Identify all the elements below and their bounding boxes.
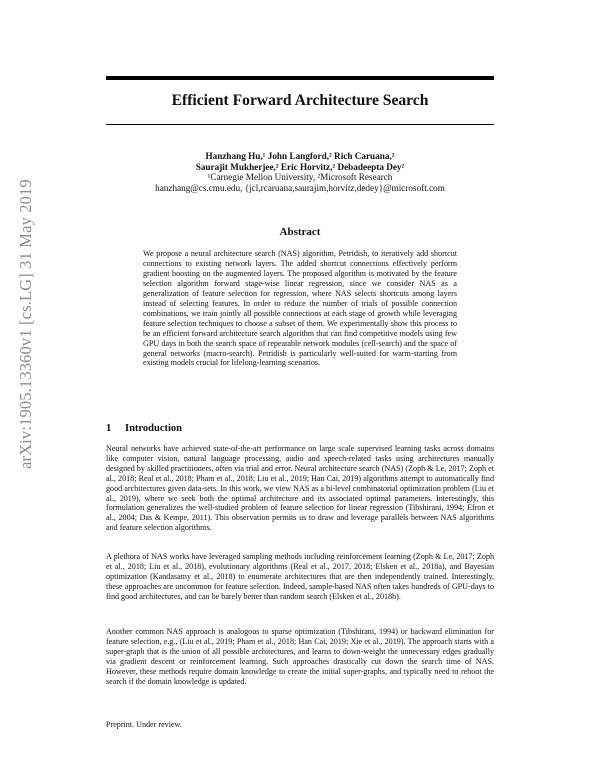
footer-note: Preprint. Under review. (106, 720, 182, 729)
section-title: Introduction (125, 423, 182, 434)
intro-paragraph-3: Another common NAS approach is analogous to sparse optimization (Tibshirani, 1994) or backward elimination for feature selection, e.g., (Liu et al., 2019; Pham et al., 2018; Han Cai, 2019; Xie et al., 2019). The approach starts with a super-graph that is the union of all possible architectures, and learns to down-weight the unnecessary edges gradually via gradient descent or reinforcement learning. Such approaches drastically cut down the search time of NAS. However, these methods require domain knowledge to create the initial super-graphs, and typically need to reboot the search if the domain knowledge is updated. (106, 627, 494, 686)
title-bottom-rule (106, 124, 494, 125)
affiliations: ¹Carnegie Mellon University, ²Microsoft Research (207, 172, 393, 182)
section-number: 1 (106, 423, 112, 434)
title-top-rule (106, 76, 494, 80)
abstract-text: We propose a neural architecture search (NAS) algorithm, Petridish, to iteratively add shortcut connections to existing network layers. The added shortcut connections effectively perform gradient boosting on the augmented layers. The proposed algorithm is motivated by the feature selection algorithm forward stage-wise linear regression, since we consider NAS as a generalization of feature selection for regression, where NAS selects shortcuts among layers instead of selecting features. In order to reduce the number of trials of possible connection combinations, we train jointly all possible connections at each stage of growth while leveraging feature selection techniques to choose a subset of them. We experimentally show this process to be an efficient forward architecture search algorithm that can find competitive models using few GPU days in both the search space of repeatable network modules (cell-search) and the space of general networks (macro-search). Petridish is particularly well-suited for warm-starting from existing models crucial for lifelong-learning scenarios. (143, 249, 457, 368)
intro-paragraph-2: A plethora of NAS works have leveraged sampling methods including reinforcement learning (Zoph & Le, 2017; Zoph et al., 2018; Liu et al., 2018), evolutionary algorithms (Real et al., 2017, 2018; Elsken et al., 2018a), and Bayesian optimization (Kandasamy et al., 2018) to enumerate architectures that are then independently trained. Interestingly, these approaches are uncommon for feature selection. Indeed, sample-based NAS often takes hundreds of GPU-days to find good architectures, and can be barely better than random search (Elsken et al., 2018b). (106, 552, 494, 601)
author-block (106, 151, 494, 193)
author-emails: hanzhang@cs.cmu.edu, {jcl,rcaruana,saurajim,horvitz,dedey}@microsoft.com (155, 182, 445, 193)
intro-paragraph-1: Neural networks have achieved state-of-the-art performance on large scale supervised learning tasks across domains like computer vision, natural language processing, audio and speech-related tasks using architectures manually designed by skilled practitioners, often via trial and error. Neural architecture search (NAS) (Zoph & Le, 2017; Zoph et al., 2018; Real et al., 2018; Pham et al., 2018; Liu et al., 2019; Han Cai, 2019) algorithms attempt to automatically find good architectures given data-sets. In this work, we view NAS as a bi-level combinatorial optimization problem (Liu et al., 2019), where we seek both the optimal architecture and its associated optimal parameters. Interestingly, this formulation generalizes the well-studied problem of feature selection for linear regression (Tibshirani, 1994; Efron et al., 2004; Das & Kempe, 2011). This observation permits us to draw and leverage parallels between NAS algorithms and feature selection algorithms. (106, 444, 494, 533)
authors-line-2: Saurajit Mukherjee,² Eric Horvitz,² Debadeepta Dey² (195, 161, 405, 172)
authors-line-1: Hanzhang Hu,¹ John Langford,² Rich Caruana,² (205, 151, 395, 161)
arxiv-stamp: arXiv:1905.13360v1 [cs.LG] 31 May 2019 (16, 179, 35, 469)
abstract-heading: Abstract (279, 226, 321, 238)
section-heading-introduction (106, 422, 494, 435)
paper-title: Efficient Forward Architecture Search (171, 92, 429, 109)
